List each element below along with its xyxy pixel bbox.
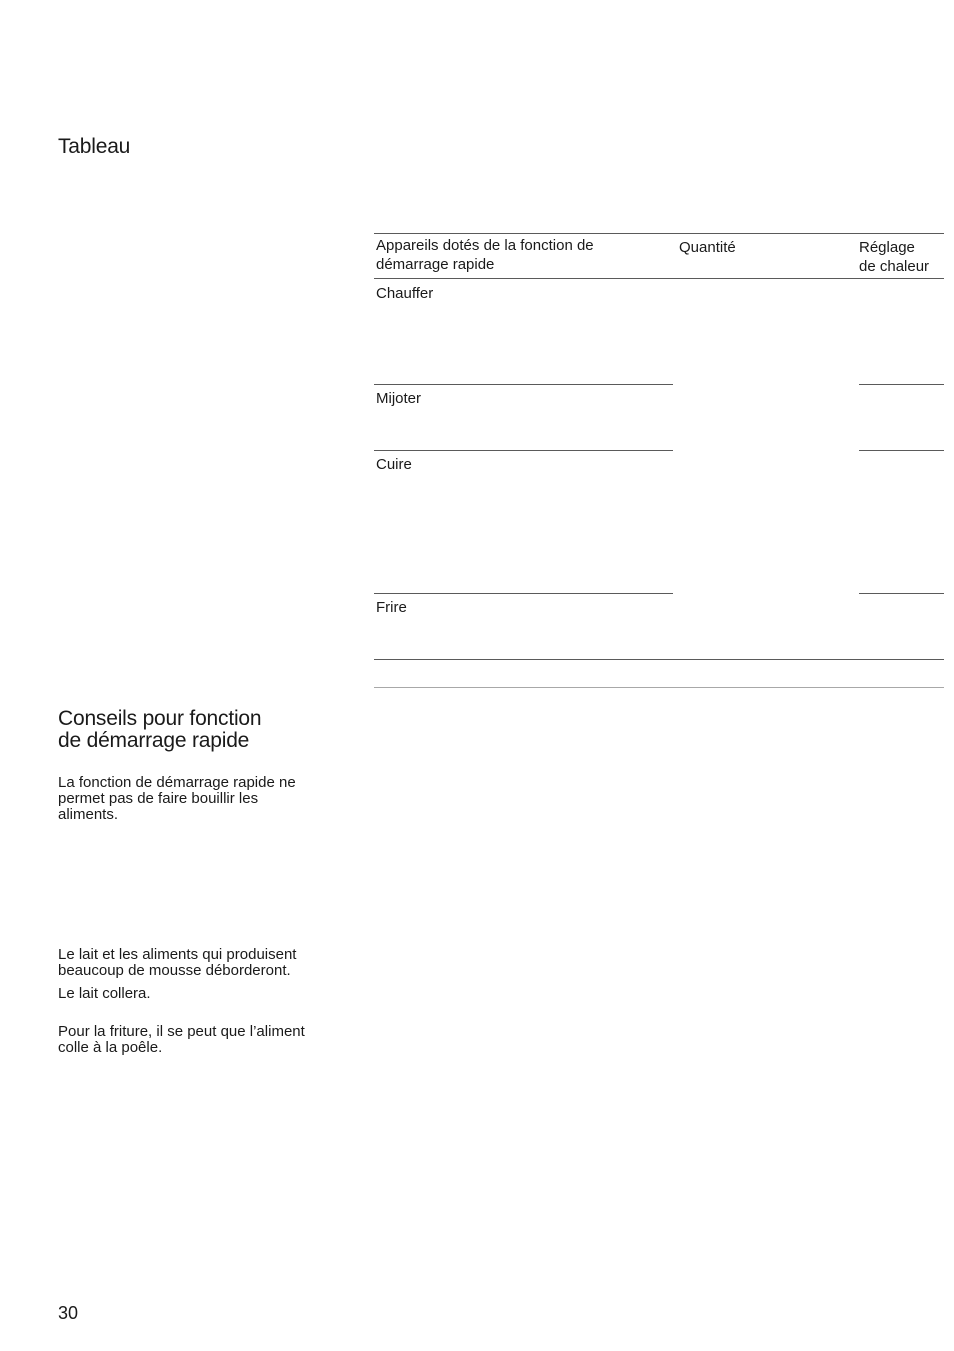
row-rule-col1 [374, 593, 673, 594]
row-label-fry: Frire [376, 599, 407, 616]
tips-title-line1: Conseils pour fonction [58, 707, 262, 730]
row-rule-col3 [859, 384, 944, 385]
tip-no-boiling [58, 775, 348, 823]
tip-frying-sticks-line2: colle à la poêle. [58, 1039, 163, 1056]
tip-no-boiling-line1: La fonction de démarrage rapide ne [58, 774, 296, 791]
header-quantity: Quantité [679, 239, 736, 256]
header-bottom-rule [374, 278, 944, 279]
table-section-title: Tableau [58, 135, 131, 158]
tip-milk-sticks: Le lait collera. [58, 985, 151, 1002]
row-rule-col1 [374, 384, 673, 385]
page-number: 30 [58, 1303, 79, 1323]
table-bottom-rule [374, 659, 944, 660]
row-label-heat: Chauffer [376, 285, 434, 302]
table-end-rule [374, 687, 944, 688]
row-label-simmer: Mijoter [376, 390, 422, 407]
tip-no-boiling-line3: aliments. [58, 806, 119, 823]
row-rule-col3 [859, 450, 944, 451]
tip-foaming-overflow-line2: beaucoup de mousse déborderont. [58, 962, 291, 979]
tips-section-title [58, 708, 261, 752]
row-rule-col1 [374, 450, 673, 451]
tip-foaming-overflow [58, 947, 348, 979]
header-appliances [376, 236, 666, 274]
header-heat-setting-line2: de chaleur [859, 258, 930, 275]
tip-no-boiling-line2: permet pas de faire bouillir les [58, 790, 259, 807]
tips-title-line2: de démarrage rapide [58, 729, 250, 752]
row-rule-col3 [859, 593, 944, 594]
tip-frying-sticks [58, 1024, 353, 1056]
header-heat-setting [859, 238, 944, 276]
tip-frying-sticks-line1: Pour la friture, il se peut que l’aliment [58, 1023, 305, 1040]
header-appliances-line2: démarrage rapide [376, 256, 495, 273]
tip-foaming-overflow-line1: Le lait et les aliments qui produisent [58, 946, 297, 963]
header-heat-setting-line1: Réglage [859, 239, 915, 256]
table-top-rule [374, 233, 944, 234]
row-label-cook: Cuire [376, 456, 412, 473]
header-appliances-line1: Appareils dotés de la fonction de [376, 237, 594, 254]
